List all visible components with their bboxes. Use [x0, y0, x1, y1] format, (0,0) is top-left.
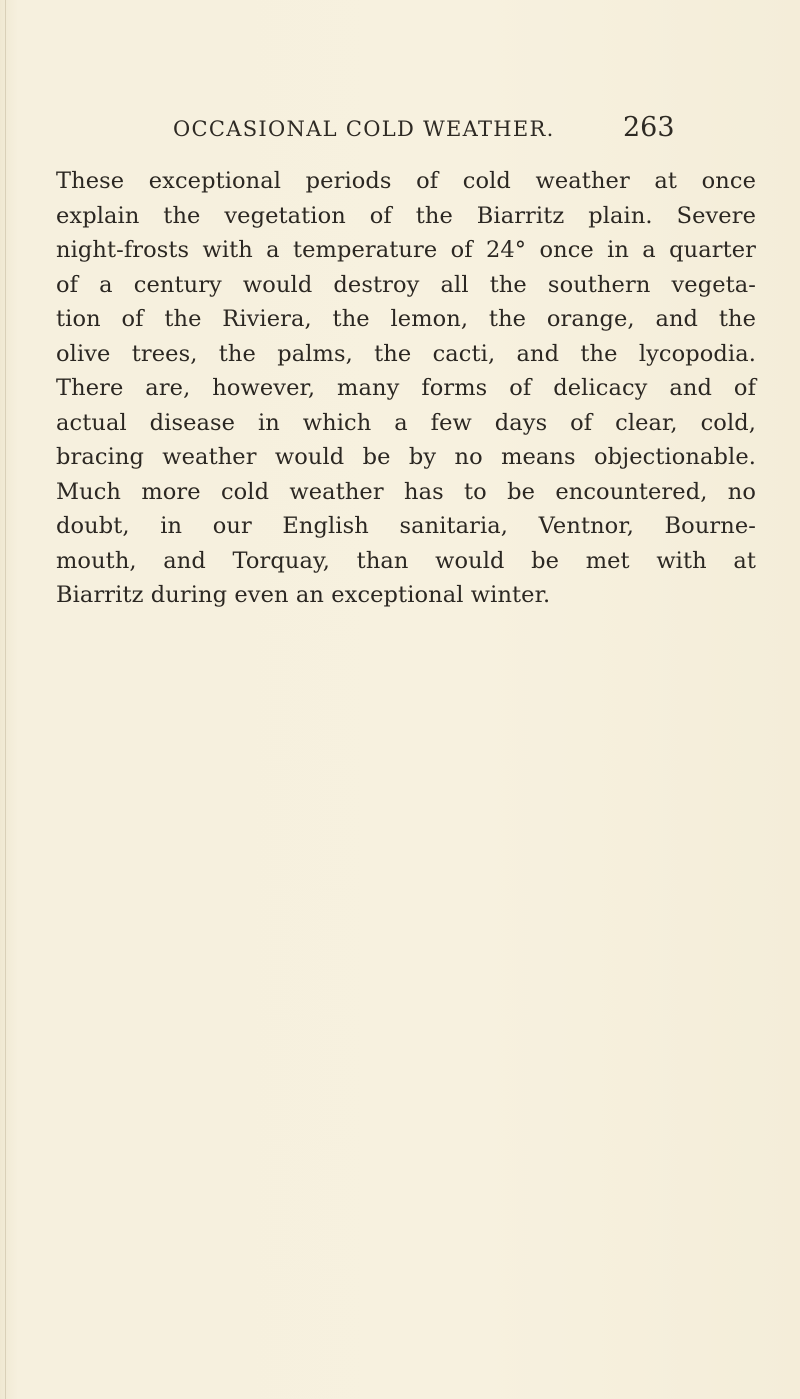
text-line: bracing weather would be by no means objectionable.: [56, 444, 756, 470]
text-line: explain the vegetation of the Biarritz plain. Severe: [56, 202, 756, 229]
body-paragraph: [56, 164, 756, 613]
text-line: There are, however, many forms of delicacy and of: [56, 375, 756, 401]
running-head: OCCASIONAL COLD WEATHER.: [173, 117, 555, 141]
text-line: of a century would destroy all the southern vegeta-: [56, 271, 756, 298]
text-line: night-frosts with a temperature of 24° once in a quarter: [56, 237, 756, 263]
text-line: tion of the Riviera, the lemon, the orange, and the: [56, 306, 756, 332]
page-header: [0, 112, 800, 157]
text-line: mouth, and Torquay, than would be met with at: [56, 547, 756, 574]
page-number: 263: [623, 112, 675, 143]
text-line: Much more cold weather has to be encountered, no: [56, 478, 756, 505]
text-line: olive trees, the palms, the cacti, and the lycopodia.: [56, 340, 756, 367]
text-line: doubt, in our English sanitaria, Ventnor, Bourne-: [56, 513, 756, 539]
page-gutter-edge: [5, 0, 6, 1399]
text-line: Biarritz during even an exceptional winter.: [56, 582, 551, 608]
text-line: actual disease in which a few days of clear, cold,: [56, 409, 756, 436]
text-line: These exceptional periods of cold weather at once: [56, 168, 756, 194]
